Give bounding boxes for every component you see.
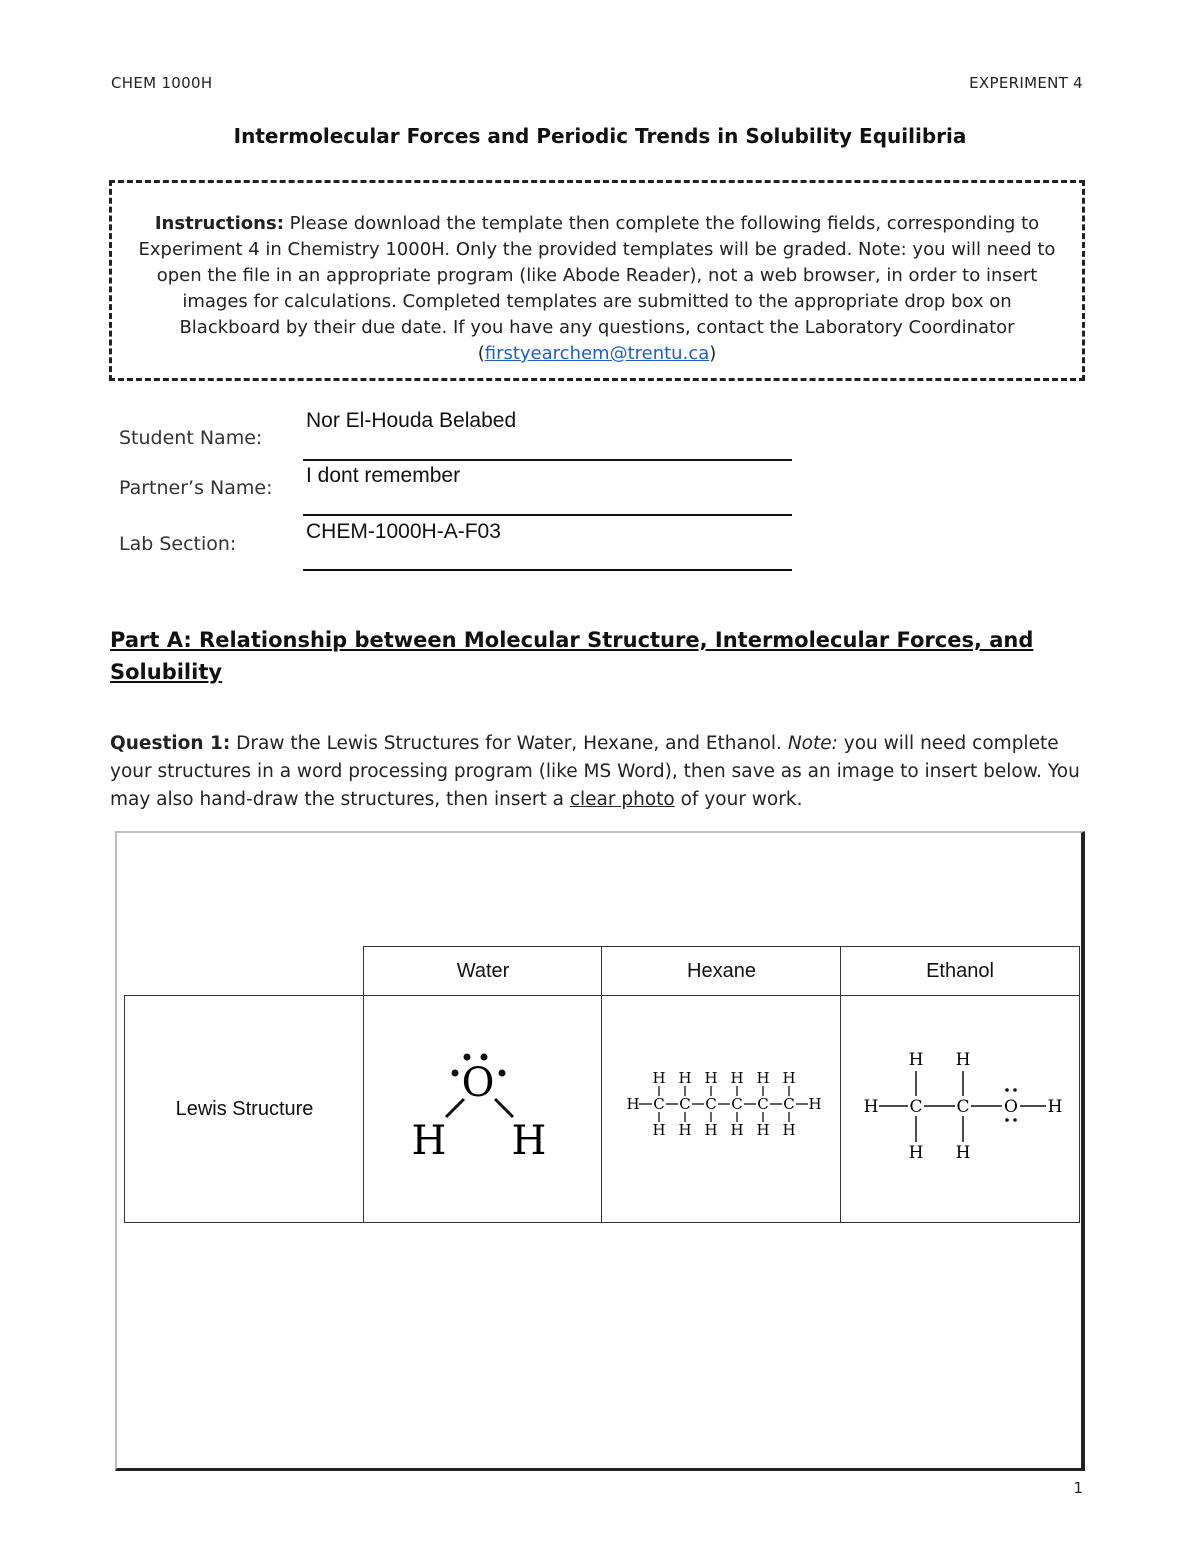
row-header-lewis-structure: Lewis Structure bbox=[124, 995, 365, 1223]
hexane-c: C bbox=[783, 1095, 795, 1113]
hexane-h: H bbox=[626, 1095, 640, 1113]
ethanol-lewis-structure bbox=[841, 996, 1079, 1222]
hexane-h: H bbox=[704, 1069, 718, 1087]
part-a-title: Part A: Relationship between Molecular Structure, Intermolecular Forces, and Solubility bbox=[110, 628, 1034, 684]
student-name-label: Student Name: bbox=[119, 427, 263, 449]
lone-pair-dot bbox=[1005, 1088, 1009, 1092]
question-1-end: of your work. bbox=[680, 789, 803, 810]
header-course: CHEM 1000H bbox=[111, 74, 213, 92]
column-header-ethanol: Ethanol bbox=[840, 946, 1080, 997]
lone-pair-dot bbox=[1005, 1118, 1009, 1122]
question-1-text: Draw the Lewis Structures for Water, Hexane, and Ethanol. bbox=[236, 733, 782, 754]
question-1-note-label: Note: bbox=[787, 733, 838, 754]
hexane-h: H bbox=[652, 1069, 666, 1087]
ethanol-h: H bbox=[1047, 1097, 1063, 1117]
question-1 bbox=[110, 730, 1100, 814]
lab-section-value[interactable]: CHEM-1000H-A-F03 bbox=[306, 520, 501, 543]
hexane-h: H bbox=[756, 1069, 770, 1087]
water-bond-right bbox=[495, 1099, 513, 1117]
hexane-h: H bbox=[704, 1121, 718, 1139]
header-experiment: EXPERIMENT 4 bbox=[969, 74, 1083, 92]
page-number: 1 bbox=[1073, 1479, 1083, 1497]
ethanol-h: H bbox=[863, 1097, 879, 1117]
instructions-text: Please download the template then complete the following fields, corresponding to Experiment 4 in Chemistry 1000H. Only the provided templates will be graded. Note: you will need to open the file in an appropriate program (like Abode Reader), not a web browser, in order to insert images for calculations. Completed templates are submitted to the appropriate drop box on Blackboard by their due date. If you have any questions, contact the Laboratory Coordinator bbox=[138, 213, 1056, 338]
hexane-h: H bbox=[782, 1121, 796, 1139]
water-oxygen: O bbox=[461, 1060, 495, 1106]
ethanol-h: H bbox=[955, 1143, 971, 1163]
hexane-h: H bbox=[808, 1095, 822, 1113]
hexane-h: H bbox=[652, 1121, 666, 1139]
hexane-h: H bbox=[782, 1069, 796, 1087]
instructions-label: Instructions: bbox=[154, 213, 284, 234]
hexane-c: C bbox=[757, 1095, 769, 1113]
ethanol-h: H bbox=[955, 1050, 971, 1070]
water-hydrogen-left: H bbox=[411, 1118, 447, 1164]
lone-pair-dot bbox=[499, 1070, 506, 1077]
hexane-h: H bbox=[730, 1069, 744, 1087]
ethanol-c: C bbox=[956, 1097, 970, 1117]
lone-pair-dot bbox=[1013, 1118, 1017, 1122]
open-paren: ( bbox=[477, 343, 485, 364]
lone-pair-dot bbox=[464, 1054, 471, 1061]
question-1-note: you will need complete your structures in a word processing program (like MS Word), then save as an image to insert below. You may also hand-draw the structures, then insert a bbox=[110, 733, 1080, 810]
ethanol-c: C bbox=[909, 1097, 923, 1117]
column-header-hexane: Hexane bbox=[601, 946, 842, 997]
document-title: Intermolecular Forces and Periodic Trends in Solubility Equilibria bbox=[233, 124, 967, 148]
hexane-h: H bbox=[678, 1069, 692, 1087]
hexane-lewis-structure bbox=[602, 996, 841, 1222]
hexane-c: C bbox=[679, 1095, 691, 1113]
partner-name-label: Partner’s Name: bbox=[119, 477, 273, 499]
ethanol-h: H bbox=[908, 1143, 924, 1163]
ethanol-o: O bbox=[1004, 1097, 1018, 1117]
question-1-underlined: clear photo bbox=[569, 789, 675, 810]
water-hydrogen-right: H bbox=[511, 1118, 547, 1164]
hexane-c: C bbox=[731, 1095, 743, 1113]
hexane-c: C bbox=[705, 1095, 717, 1113]
water-lewis-structure bbox=[364, 996, 602, 1222]
lone-pair-dot bbox=[1013, 1088, 1017, 1092]
student-name-line bbox=[303, 459, 792, 461]
hexane-c: C bbox=[653, 1095, 665, 1113]
lab-section-line bbox=[303, 569, 792, 571]
student-name-value[interactable]: Nor El-Houda Belabed bbox=[306, 409, 517, 432]
hexane-h: H bbox=[756, 1121, 770, 1139]
instructions-box bbox=[109, 180, 1085, 381]
hexane-h: H bbox=[730, 1121, 744, 1139]
lone-pair-dot bbox=[452, 1070, 459, 1077]
column-header-water: Water bbox=[363, 946, 603, 997]
hexane-h: H bbox=[678, 1121, 692, 1139]
question-1-label: Question 1: bbox=[110, 733, 231, 754]
partner-name-value[interactable]: I dont remember bbox=[306, 464, 461, 487]
lone-pair-dot bbox=[481, 1054, 488, 1061]
water-bond-left bbox=[446, 1099, 464, 1117]
lab-section-label: Lab Section: bbox=[119, 533, 237, 555]
partner-name-line bbox=[303, 514, 792, 516]
close-paren: ) bbox=[709, 343, 717, 364]
ethanol-h: H bbox=[908, 1050, 924, 1070]
coordinator-email-link[interactable]: firstyearchem@trentu.ca bbox=[484, 343, 710, 364]
